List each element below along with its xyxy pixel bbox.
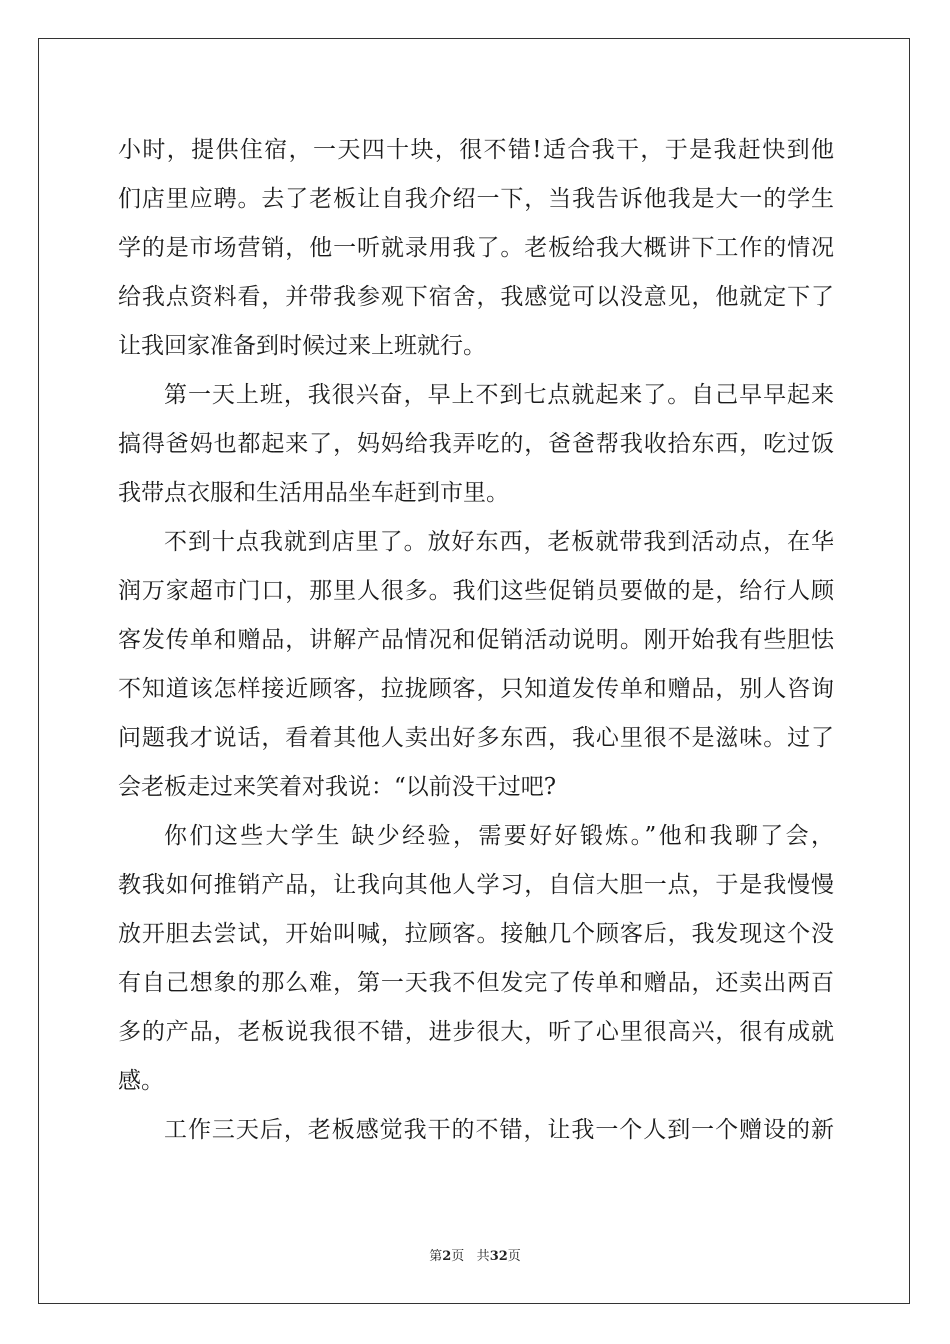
text-line: 多的产品，老板说我很不错，进步很大，听了心里很高兴，很有成就 (118, 1019, 834, 1045)
text-line: 搞得爸妈也都起来了，妈妈给我弄吃的，爸爸帮我收拾东西，吃过饭 (118, 431, 834, 457)
text-line: 问题我才说话，看着其他人卖出好多东西，我心里很不是滋味。过了 (118, 725, 834, 751)
page-footer (0, 1245, 950, 1264)
text-line: 我带点衣服和生活用品坐车赶到市里。 (118, 480, 509, 506)
text-line: 教我如何推销产品，让我向其他人学习，自信大胆一点，于是我慢慢 (118, 872, 834, 898)
current-page-number: 2 (442, 1249, 452, 1264)
text-line: 感。 (118, 1068, 164, 1094)
text-line: 小时，提供住宿，一天四十块，很不错!适合我干，于是我赶快到他 (118, 137, 834, 163)
text-line: 学的是市场营销，他一听就录用我了。老板给我大概讲下工作的情况 (118, 235, 834, 261)
text-line: 客发传单和赠品，讲解产品情况和促销活动说明。刚开始我有些胆怯 (118, 627, 834, 653)
text-line: 润万家超市门口，那里人很多。我们这些促销员要做的是，给行人顾 (118, 578, 834, 604)
footer-total-suffix: 页 (507, 1249, 521, 1264)
text-line: 有自己想象的那么难，第一天我不但发完了传单和赠品，还卖出两百 (118, 970, 834, 996)
text-line: 工作三天后，老板感觉我干的不错，让我一个人到一个赠设的新 (164, 1117, 834, 1143)
footer-total-prefix: 共 (476, 1249, 490, 1264)
text-line: 你们这些大学生 缺少经验，需要好好锻炼。”他和我聊了会， (164, 823, 834, 849)
text-line: 不知道该怎样接近顾客，拉拢顾客，只知道发传单和赠品，别人咨询 (118, 676, 834, 702)
text-line: 们店里应聘。去了老板让自我介绍一下，当我告诉他我是大一的学生 (118, 186, 834, 212)
text-line: 放开胆去尝试，开始叫喊，拉顾客。接触几个顾客后，我发现这个没 (118, 921, 834, 947)
text-line: 不到十点我就到店里了。放好东西，老板就带我到活动点，在华 (164, 529, 834, 555)
total-page-count: 32 (489, 1249, 508, 1264)
text-line: 给我点资料看，并带我参观下宿舍，我感觉可以没意见，他就定下了 (118, 284, 834, 310)
footer-prefix: 第 (429, 1249, 443, 1264)
text-line: 让我回家准备到时候过来上班就行。 (118, 333, 486, 359)
document-body (118, 126, 834, 1155)
text-line: 第一天上班，我很兴奋，早上不到七点就起来了。自己早早起来 (164, 382, 834, 408)
footer-page-suffix: 页 (451, 1249, 465, 1264)
text-line: 会老板走过来笑着对我说：“以前没干过吧? (118, 774, 557, 800)
